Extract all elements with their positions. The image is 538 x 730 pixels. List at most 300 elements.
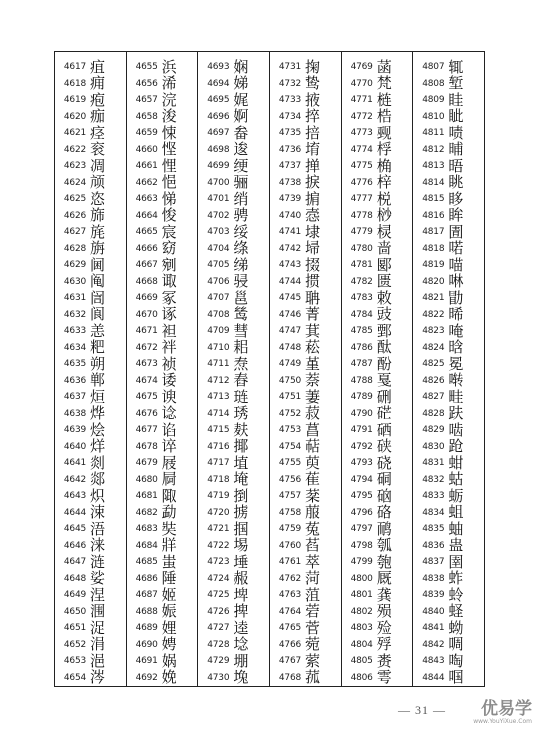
entry-number: 4707 <box>207 293 230 304</box>
entry-character: 蛄 <box>448 470 464 489</box>
entry-number: 4836 <box>422 540 445 551</box>
entry-character: 涅 <box>90 585 106 604</box>
entry-character: 晤 <box>448 156 464 175</box>
character-entry <box>342 208 413 225</box>
character-entry <box>198 521 269 538</box>
character-entry <box>270 175 341 192</box>
entry-character: 雩 <box>376 668 392 687</box>
character-entry <box>127 224 198 241</box>
character-entry <box>270 323 341 340</box>
entry-number: 4812 <box>422 144 445 155</box>
entry-number: 4813 <box>422 161 445 172</box>
entry-character: 悒 <box>161 173 177 192</box>
entry-character: 旄 <box>90 222 106 241</box>
character-entry <box>127 307 198 324</box>
character-entry <box>55 257 126 274</box>
entry-number: 4690 <box>135 639 158 650</box>
character-entry <box>270 125 341 142</box>
entry-character: 堉 <box>305 140 321 159</box>
entry-character: 疱 <box>90 90 106 109</box>
entry-character: 辄 <box>448 57 464 76</box>
entry-number: 4758 <box>278 507 302 518</box>
entry-number: 4665 <box>135 227 158 238</box>
entry-number: 4842 <box>422 639 445 650</box>
entry-character: 豉 <box>376 305 392 324</box>
entry-character: 郯 <box>90 470 106 489</box>
character-entry <box>270 538 341 555</box>
entry-number: 4670 <box>135 309 158 320</box>
entry-number: 4680 <box>135 474 158 485</box>
character-entry <box>55 521 126 538</box>
character-entry <box>55 158 126 175</box>
entry-character: 菽 <box>305 404 321 423</box>
entry-number: 4650 <box>63 606 86 617</box>
entry-character: 硖 <box>376 437 392 456</box>
entry-number: 4706 <box>207 276 230 287</box>
entry-number: 4783 <box>350 293 373 304</box>
character-entry <box>127 422 198 439</box>
entry-character: 啮 <box>448 420 464 439</box>
entry-character: 旃 <box>90 239 106 258</box>
entry-character: 硭 <box>376 404 392 423</box>
entry-number: 4675 <box>135 392 158 403</box>
entry-character: 菅 <box>305 618 321 637</box>
character-entry <box>342 670 413 687</box>
entry-number: 4648 <box>63 573 86 584</box>
entry-number: 4752 <box>278 408 302 419</box>
entry-character: 陲 <box>161 569 177 588</box>
character-entry <box>270 521 341 538</box>
entry-character: 舂 <box>233 371 249 390</box>
character-entry <box>270 340 341 357</box>
entry-character: 硒 <box>376 420 392 439</box>
entry-number: 4755 <box>278 458 302 469</box>
character-entry <box>198 406 269 423</box>
entry-number: 4702 <box>207 210 230 221</box>
entry-number: 4786 <box>350 342 373 353</box>
character-entry <box>413 439 484 456</box>
entry-number: 4791 <box>350 425 373 436</box>
entry-number: 4766 <box>278 639 302 650</box>
character-entry <box>342 241 413 258</box>
entry-character: 屐 <box>161 453 177 472</box>
entry-number: 4829 <box>422 425 445 436</box>
entry-character: 阆 <box>90 305 106 324</box>
entry-number: 4768 <box>278 672 302 683</box>
entry-number: 4628 <box>63 243 86 254</box>
character-entry <box>413 175 484 192</box>
entry-character: 喵 <box>448 255 464 274</box>
character-entry <box>127 323 198 340</box>
entry-character: 訚 <box>90 288 106 307</box>
entry-character: 萋 <box>305 387 321 406</box>
entry-character: 厩 <box>376 569 392 588</box>
entry-character: 赧 <box>233 569 249 588</box>
entry-character: 啕 <box>448 651 464 670</box>
character-entry <box>342 455 413 472</box>
character-entry <box>198 125 269 142</box>
entry-character: 晞 <box>448 305 464 324</box>
entry-character: 埵 <box>233 552 249 571</box>
character-entry <box>127 604 198 621</box>
entry-character: 菰 <box>305 668 321 687</box>
entry-number: 4693 <box>207 62 230 73</box>
entry-character: 梏 <box>376 107 392 126</box>
entry-number: 4814 <box>422 177 445 188</box>
character-entry <box>127 76 198 93</box>
entry-character: 谄 <box>161 420 177 439</box>
entry-character: 菏 <box>305 569 321 588</box>
entry-number: 4722 <box>207 540 230 551</box>
entry-number: 4810 <box>422 111 445 122</box>
character-entry <box>127 274 198 291</box>
entry-number: 4637 <box>63 392 86 403</box>
entry-character: 圉 <box>448 552 464 571</box>
character-entry <box>342 76 413 93</box>
character-entry <box>55 472 126 489</box>
character-entry <box>270 257 341 274</box>
entry-number: 4655 <box>135 62 158 73</box>
watermark-url: www.YouYiXue.Com <box>473 718 532 725</box>
entry-character: 菹 <box>305 585 321 604</box>
character-entry <box>413 125 484 142</box>
entry-character: 赉 <box>376 651 392 670</box>
entry-number: 4840 <box>422 606 445 617</box>
character-entry <box>413 571 484 588</box>
entry-number: 4787 <box>350 359 373 370</box>
entry-number: 4801 <box>350 590 373 601</box>
entry-number: 4671 <box>135 326 158 337</box>
character-entry <box>413 604 484 621</box>
entry-number: 4626 <box>63 210 86 221</box>
character-entry <box>342 521 413 538</box>
character-entry <box>342 389 413 406</box>
character-entry <box>270 653 341 670</box>
character-entry <box>270 59 341 76</box>
entry-number: 4716 <box>207 441 230 452</box>
character-entry <box>127 505 198 522</box>
character-entry <box>342 422 413 439</box>
entry-character: 婀 <box>233 107 249 126</box>
watermark-title: 优易学 <box>481 699 532 719</box>
character-entry <box>270 241 341 258</box>
entry-character: 桫 <box>376 206 392 225</box>
entry-character: 硌 <box>376 503 392 522</box>
entry-number: 4636 <box>63 375 86 386</box>
entry-character: 棂 <box>376 222 392 241</box>
entry-number: 4711 <box>207 359 230 370</box>
character-entry <box>55 208 126 225</box>
entry-character: 啯 <box>448 668 464 687</box>
character-entry <box>127 571 198 588</box>
entry-number: 4641 <box>63 458 86 469</box>
entry-character: 蛏 <box>448 602 464 621</box>
entry-number: 4844 <box>422 672 445 683</box>
entry-character: 捽 <box>305 107 321 126</box>
character-entry <box>413 587 484 604</box>
entry-character: 冕 <box>448 354 464 373</box>
entry-number: 4821 <box>422 293 445 304</box>
entry-number: 4833 <box>422 491 445 502</box>
entry-character: 痂 <box>90 107 106 126</box>
entry-number: 4795 <box>350 491 373 502</box>
character-entry <box>55 307 126 324</box>
character-entry <box>342 59 413 76</box>
character-entry <box>270 422 341 439</box>
entry-character: 痈 <box>90 74 106 93</box>
character-entry <box>413 373 484 390</box>
entry-number: 4662 <box>135 177 158 188</box>
character-entry <box>127 125 198 142</box>
character-entry <box>270 290 341 307</box>
character-entry <box>198 571 269 588</box>
entry-character: 浯 <box>90 519 106 538</box>
entry-character: 颃 <box>90 173 106 192</box>
character-entry <box>55 373 126 390</box>
entry-character: 诿 <box>161 371 177 390</box>
character-entry <box>198 92 269 109</box>
entry-number: 4736 <box>278 144 302 155</box>
entry-character: 烨 <box>90 404 106 423</box>
character-entry <box>342 191 413 208</box>
entry-character: 炽 <box>90 486 106 505</box>
character-entry <box>198 670 269 687</box>
entry-number: 4771 <box>350 95 373 106</box>
character-entry <box>342 290 413 307</box>
character-entry <box>198 604 269 621</box>
character-entry <box>198 587 269 604</box>
character-entry <box>413 59 484 76</box>
entry-number: 4721 <box>207 524 230 535</box>
character-entry <box>198 323 269 340</box>
entry-number: 4687 <box>135 590 158 601</box>
character-entry <box>342 472 413 489</box>
character-entry <box>270 587 341 604</box>
character-entry <box>127 158 198 175</box>
entry-number: 4772 <box>350 111 373 122</box>
character-entry <box>342 373 413 390</box>
entry-number: 4631 <box>63 293 86 304</box>
entry-number: 4749 <box>278 359 302 370</box>
entry-number: 4776 <box>350 177 373 188</box>
entry-number: 4753 <box>278 425 302 436</box>
entry-character: 涓 <box>90 635 106 654</box>
entry-number: 4660 <box>135 144 158 155</box>
table-column <box>55 52 126 686</box>
entry-character: 琏 <box>233 387 249 406</box>
character-entry <box>55 191 126 208</box>
entry-number: 4672 <box>135 342 158 353</box>
character-entry <box>55 587 126 604</box>
entry-number: 4807 <box>422 62 445 73</box>
character-entry <box>270 554 341 571</box>
entry-number: 4828 <box>422 408 445 419</box>
character-entry <box>270 142 341 159</box>
entry-number: 4624 <box>63 177 86 188</box>
entry-character: 萃 <box>305 552 321 571</box>
entry-character: 畦 <box>448 387 464 406</box>
entry-character: 殓 <box>376 618 392 637</box>
character-entry <box>413 142 484 159</box>
entry-number: 4727 <box>207 623 230 634</box>
entry-number: 4676 <box>135 408 158 419</box>
character-entry <box>127 521 198 538</box>
entry-number: 4760 <box>278 540 302 551</box>
entry-character: 跄 <box>448 437 464 456</box>
character-entry <box>342 340 413 357</box>
watermark <box>473 701 532 725</box>
character-entry <box>342 439 413 456</box>
entry-character: 恙 <box>90 321 106 340</box>
table-column <box>269 52 341 686</box>
entry-character: 剡 <box>90 453 106 472</box>
entry-number: 4692 <box>135 672 158 683</box>
character-entry <box>413 290 484 307</box>
entry-character: 觋 <box>376 123 392 142</box>
character-entry <box>342 323 413 340</box>
character-entry <box>342 142 413 159</box>
entry-number: 4785 <box>350 326 373 337</box>
character-entry <box>413 76 484 93</box>
entry-character: 恣 <box>90 189 106 208</box>
entry-number: 4699 <box>207 161 230 172</box>
entry-character: 菘 <box>305 338 321 357</box>
character-entry <box>342 587 413 604</box>
entry-number: 4632 <box>63 309 86 320</box>
character-entry <box>198 158 269 175</box>
character-entry <box>413 323 484 340</box>
character-entry <box>55 670 126 687</box>
entry-number: 4661 <box>135 161 158 172</box>
entry-character: 绡 <box>233 189 249 208</box>
entry-number: 4712 <box>207 375 230 386</box>
character-entry <box>55 323 126 340</box>
entry-number: 4723 <box>207 557 230 568</box>
entry-number: 4728 <box>207 639 230 650</box>
entry-character: 掇 <box>305 255 321 274</box>
entry-character: 郾 <box>376 255 392 274</box>
entry-number: 4639 <box>63 425 86 436</box>
entry-number: 4630 <box>63 276 86 287</box>
character-entry <box>342 538 413 555</box>
entry-character: 萁 <box>305 321 321 340</box>
entry-character: 掴 <box>233 519 249 538</box>
entry-number: 4820 <box>422 276 445 287</box>
character-entry <box>198 356 269 373</box>
entry-number: 4715 <box>207 425 230 436</box>
character-entry <box>198 224 269 241</box>
character-entry <box>413 472 484 489</box>
entry-character: 烊 <box>90 437 106 456</box>
entry-number: 4653 <box>63 656 86 667</box>
entry-character: 啧 <box>448 123 464 142</box>
entry-character: 埸 <box>233 536 249 555</box>
entry-character: 朔 <box>90 354 106 373</box>
character-entry <box>413 274 484 291</box>
character-entry <box>413 389 484 406</box>
character-entry <box>342 257 413 274</box>
entry-number: 4799 <box>350 557 373 568</box>
entry-character: 娴 <box>233 57 249 76</box>
entry-character: 桴 <box>376 140 392 159</box>
entry-number: 4705 <box>207 260 230 271</box>
entry-character: 棁 <box>376 189 392 208</box>
character-entry <box>55 340 126 357</box>
entry-character: 浜 <box>161 57 177 76</box>
character-entry <box>342 406 413 423</box>
entry-character: 麸 <box>233 420 249 439</box>
character-entry <box>270 274 341 291</box>
entry-number: 4647 <box>63 557 86 568</box>
entry-number: 4784 <box>350 309 373 320</box>
character-entry <box>198 637 269 654</box>
character-entry <box>55 290 126 307</box>
entry-number: 4714 <box>207 408 230 419</box>
entry-character: 涑 <box>90 503 106 522</box>
character-entry <box>198 290 269 307</box>
entry-character: 啉 <box>448 272 464 291</box>
entry-number: 4622 <box>63 144 86 155</box>
character-entry <box>198 307 269 324</box>
character-entry <box>55 455 126 472</box>
entry-character: 悌 <box>161 189 177 208</box>
entry-number: 4683 <box>135 524 158 535</box>
entry-number: 4688 <box>135 606 158 617</box>
character-entry <box>55 274 126 291</box>
entry-number: 4726 <box>207 606 230 617</box>
entry-character: 菡 <box>376 57 392 76</box>
entry-character: 勐 <box>161 503 177 522</box>
character-entry <box>413 554 484 571</box>
entry-character: 堍 <box>233 668 249 687</box>
character-entry <box>413 208 484 225</box>
entry-character: 逡 <box>233 140 249 159</box>
entry-character: 埯 <box>233 470 249 489</box>
entry-number: 4729 <box>207 656 230 667</box>
entry-number: 4645 <box>63 524 86 535</box>
entry-number: 4806 <box>350 672 373 683</box>
character-entry <box>55 241 126 258</box>
entry-character: 趺 <box>448 404 464 423</box>
character-entry <box>270 488 341 505</box>
entry-number: 4744 <box>278 276 302 287</box>
entry-number: 4621 <box>63 128 86 139</box>
entry-character: 堇 <box>305 354 321 373</box>
entry-character: 牂 <box>161 536 177 555</box>
entry-character: 谀 <box>161 387 177 406</box>
entry-character: 捩 <box>305 173 321 192</box>
character-entry <box>127 637 198 654</box>
entry-character: 桷 <box>376 156 392 175</box>
character-entry <box>55 505 126 522</box>
entry-number: 4804 <box>350 639 373 650</box>
entry-number: 4678 <box>135 441 158 452</box>
entry-number: 4798 <box>350 540 373 551</box>
entry-number: 4759 <box>278 524 302 535</box>
entry-character: 硗 <box>376 453 392 472</box>
entry-number: 4823 <box>422 326 445 337</box>
character-entry <box>342 620 413 637</box>
entry-number: 4826 <box>422 375 445 386</box>
entry-number: 4735 <box>278 128 302 139</box>
entry-number: 4797 <box>350 524 373 535</box>
character-entry <box>270 92 341 109</box>
entry-number: 4745 <box>278 293 302 304</box>
character-entry <box>55 356 126 373</box>
character-entry <box>55 92 126 109</box>
character-entry <box>198 505 269 522</box>
character-entry <box>198 340 269 357</box>
